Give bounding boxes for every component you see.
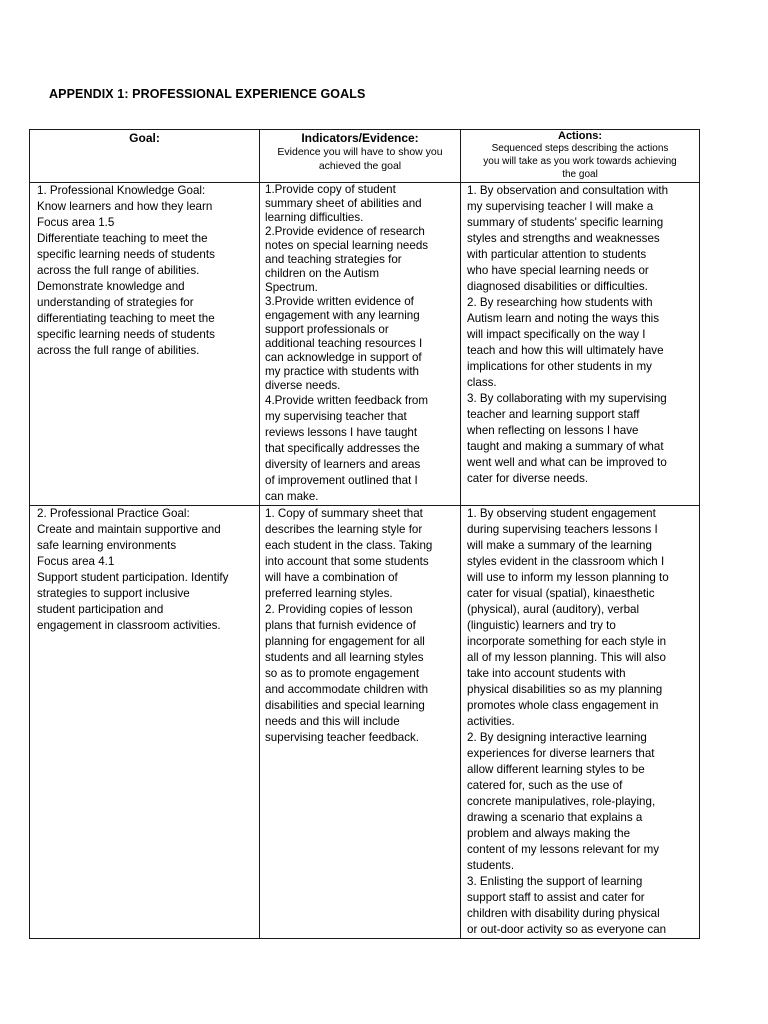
goal-text [30,506,259,634]
table-row [30,506,700,939]
indicator-line: 3.Provide written evidence of [265,295,414,308]
action-line: when reflecting on lessons I have [467,424,639,437]
indicator-line: summary sheet of abilities and [265,197,422,210]
goal-line: specific learning needs of students [37,328,215,341]
indicator-line: students and all learning styles [265,651,424,664]
subtitle-line: Evidence you will have to show you [277,146,443,158]
goal-cell [30,506,260,939]
action-line: class. [467,376,497,389]
action-line: during supervising teachers lessons I [467,523,658,536]
indicator-line: my supervising teacher that [265,410,407,423]
action-line: Autism learn and noting the ways this [467,312,660,325]
action-line: my supervising teacher I will make a [467,200,654,213]
indicator-line: 2.Provide evidence of research [265,225,425,238]
indicator-item [265,183,456,225]
action-line: take into account students with [467,667,626,680]
indicator-line: describes the learning style for [265,523,423,536]
indicator-line: supervising teacher feedback. [265,731,420,744]
action-line: 1. By observation and consultation with [467,184,669,197]
indicator-line: 1. Copy of summary sheet that [265,507,423,520]
header-actions-subtitle [461,142,699,181]
indicator-line: and accommodate children with [265,683,429,696]
indicator-line: of improvement outlined that I [265,474,418,487]
indicators-text [260,506,460,746]
indicator-line: Spectrum. [265,281,318,294]
goal-line: 1. Professional Knowledge Goal: [37,184,206,197]
indicator-line: children on the Autism [265,267,380,280]
indicator-line: diverse needs. [265,379,341,392]
goal-line: student participation and [37,603,164,616]
indicator-line: 4.Provide written feedback from [265,394,429,407]
goal-line: safe learning environments [37,539,177,552]
goal-line: Focus area 1.5 [37,216,115,229]
goal-line: 2. Professional Practice Goal: [37,507,190,520]
indicators-text [260,183,460,505]
action-line: problem and always making the [467,827,631,840]
action-line: allow different learning styles to be [467,763,645,776]
indicator-line: additional teaching resources I [265,337,423,350]
goal-line: across the full range of abilities. [37,264,200,277]
action-line: will impact specifically on the way I [467,328,646,341]
goal-line: Know learners and how they learn [37,200,213,213]
header-row [30,130,700,183]
indicator-line: planning for engagement for all [265,635,425,648]
action-line: summary of students' specific learning [467,216,664,229]
indicator-line: support professionals or [265,323,389,336]
goal-line: differentiating teaching to meet the [37,312,215,325]
indicator-line: reviews lessons I have taught [265,426,418,439]
action-line: went well and what can be improved to [467,456,667,469]
goal-cell [30,183,260,506]
action-line: cater for visual (spatial), kinaesthetic [467,587,655,600]
action-line: drawing a scenario that explains a [467,811,643,824]
subtitle-line: Sequenced steps describing the actions [491,143,669,154]
indicator-line: into account that some students [265,555,429,568]
header-goal-title: Goal: [129,131,160,145]
indicator-line: notes on special learning needs [265,239,429,252]
indicator-line: can make. [265,490,319,503]
action-line: will make a summary of the learning [467,539,652,552]
action-line: implications for other students in my [467,360,652,373]
action-line: 3. Enlisting the support of learning [467,875,643,888]
action-line: incorporate something for each style in [467,635,667,648]
action-line: or out-door activity so as everyone can [467,923,667,936]
goals-table [29,129,700,939]
page-title: APPENDIX 1: PROFESSIONAL EXPERIENCE GOALS [49,87,366,101]
action-line: will use to inform my lesson planning to [467,571,669,584]
action-line: 2. By researching how students with [467,296,653,309]
actions-cell [461,506,700,939]
action-line: (linguistic) learners and try to [467,619,616,632]
action-line: diagnosed disabilities or difficulties. [467,280,648,293]
indicator-line: can acknowledge in support of [265,351,422,364]
action-line: support staff to assist and cater for [467,891,645,904]
goal-line: engagement in classroom activities. [37,619,221,632]
indicator-line: and teaching strategies for [265,253,402,266]
indicator-item [265,393,456,505]
indicator-line: will have a combination of [265,571,398,584]
indicator-line: diversity of learners and areas [265,458,421,471]
action-line: styles and strengths and weaknesses [467,232,660,245]
goal-line: Focus area 4.1 [37,555,115,568]
action-line: children with disability during physical [467,907,660,920]
header-goal [30,130,260,183]
action-line: 3. By collaborating with my supervising [467,392,667,405]
action-line: who have special learning needs or [467,264,649,277]
indicator-line: preferred learning styles. [265,587,393,600]
goal-line: strategies to support inclusive [37,587,190,600]
indicators-cell [260,506,461,939]
action-line: 1. By observing student engagement [467,507,656,520]
actions-cell [461,183,700,506]
action-line: taught and making a summary of what [467,440,664,453]
subtitle-line: achieved the goal [318,160,402,172]
goal-line: Differentiate teaching to meet the [37,232,208,245]
subtitle-line: the goal [562,169,598,180]
goal-text [30,183,259,359]
goal-line: across the full range of abilities. [37,344,200,357]
indicator-item [265,225,456,295]
indicator-line: disabilities and special learning [265,699,425,712]
action-line: physical disabilities so as my planning [467,683,663,696]
action-line: activities. [467,715,515,728]
action-line: all of my lesson planning. This will also [467,651,666,664]
action-line: content of my lessons relevant for my [467,843,660,856]
goal-line: understanding of strategies for [37,296,194,309]
goal-line: Demonstrate knowledge and [37,280,185,293]
subtitle-line: you will take as you work towards achieving [483,156,677,167]
indicator-line: 2. Providing copies of lesson [265,603,413,616]
indicator-line: that specifically addresses the [265,442,420,455]
action-line: 2. By designing interactive learning [467,731,647,744]
action-line: teach and how this will ultimately have [467,344,664,357]
indicator-line: needs and this will include [265,715,400,728]
action-line: promotes whole class engagement in [467,699,659,712]
action-line: experiences for diverse learners that [467,747,655,760]
action-line: concrete manipulatives, role-playing, [467,795,656,808]
header-actions [461,130,700,183]
goal-line: Support student participation. Identify [37,571,229,584]
indicator-item [265,295,456,393]
actions-text [461,183,699,487]
indicators-cell [260,183,461,506]
indicator-line: my practice with students with [265,365,419,378]
action-line: with particular attention to students [467,248,647,261]
indicator-line: learning difficulties. [265,211,364,224]
header-indicators [260,130,461,183]
action-line: catered for, such as the use of [467,779,623,792]
action-line: styles evident in the classroom which I [467,555,665,568]
action-line: teacher and learning support staff [467,408,640,421]
goal-line: Create and maintain supportive and [37,523,221,536]
indicator-line: engagement with any learning [265,309,420,322]
header-indicators-subtitle [260,145,460,173]
indicator-line: plans that furnish evidence of [265,619,416,632]
action-line: (physical), aural (auditory), verbal [467,603,640,616]
table-row [30,183,700,506]
indicator-line: 1.Provide copy of student [265,183,396,196]
header-indicators-title: Indicators/Evidence: [301,131,419,145]
header-actions-title: Actions: [558,130,602,142]
actions-text [461,506,699,938]
indicator-line: each student in the class. Taking [265,539,433,552]
action-line: students. [467,859,515,872]
goal-line: specific learning needs of students [37,248,215,261]
indicator-line: so as to promote engagement [265,667,420,680]
action-line: cater for diverse needs. [467,472,589,485]
